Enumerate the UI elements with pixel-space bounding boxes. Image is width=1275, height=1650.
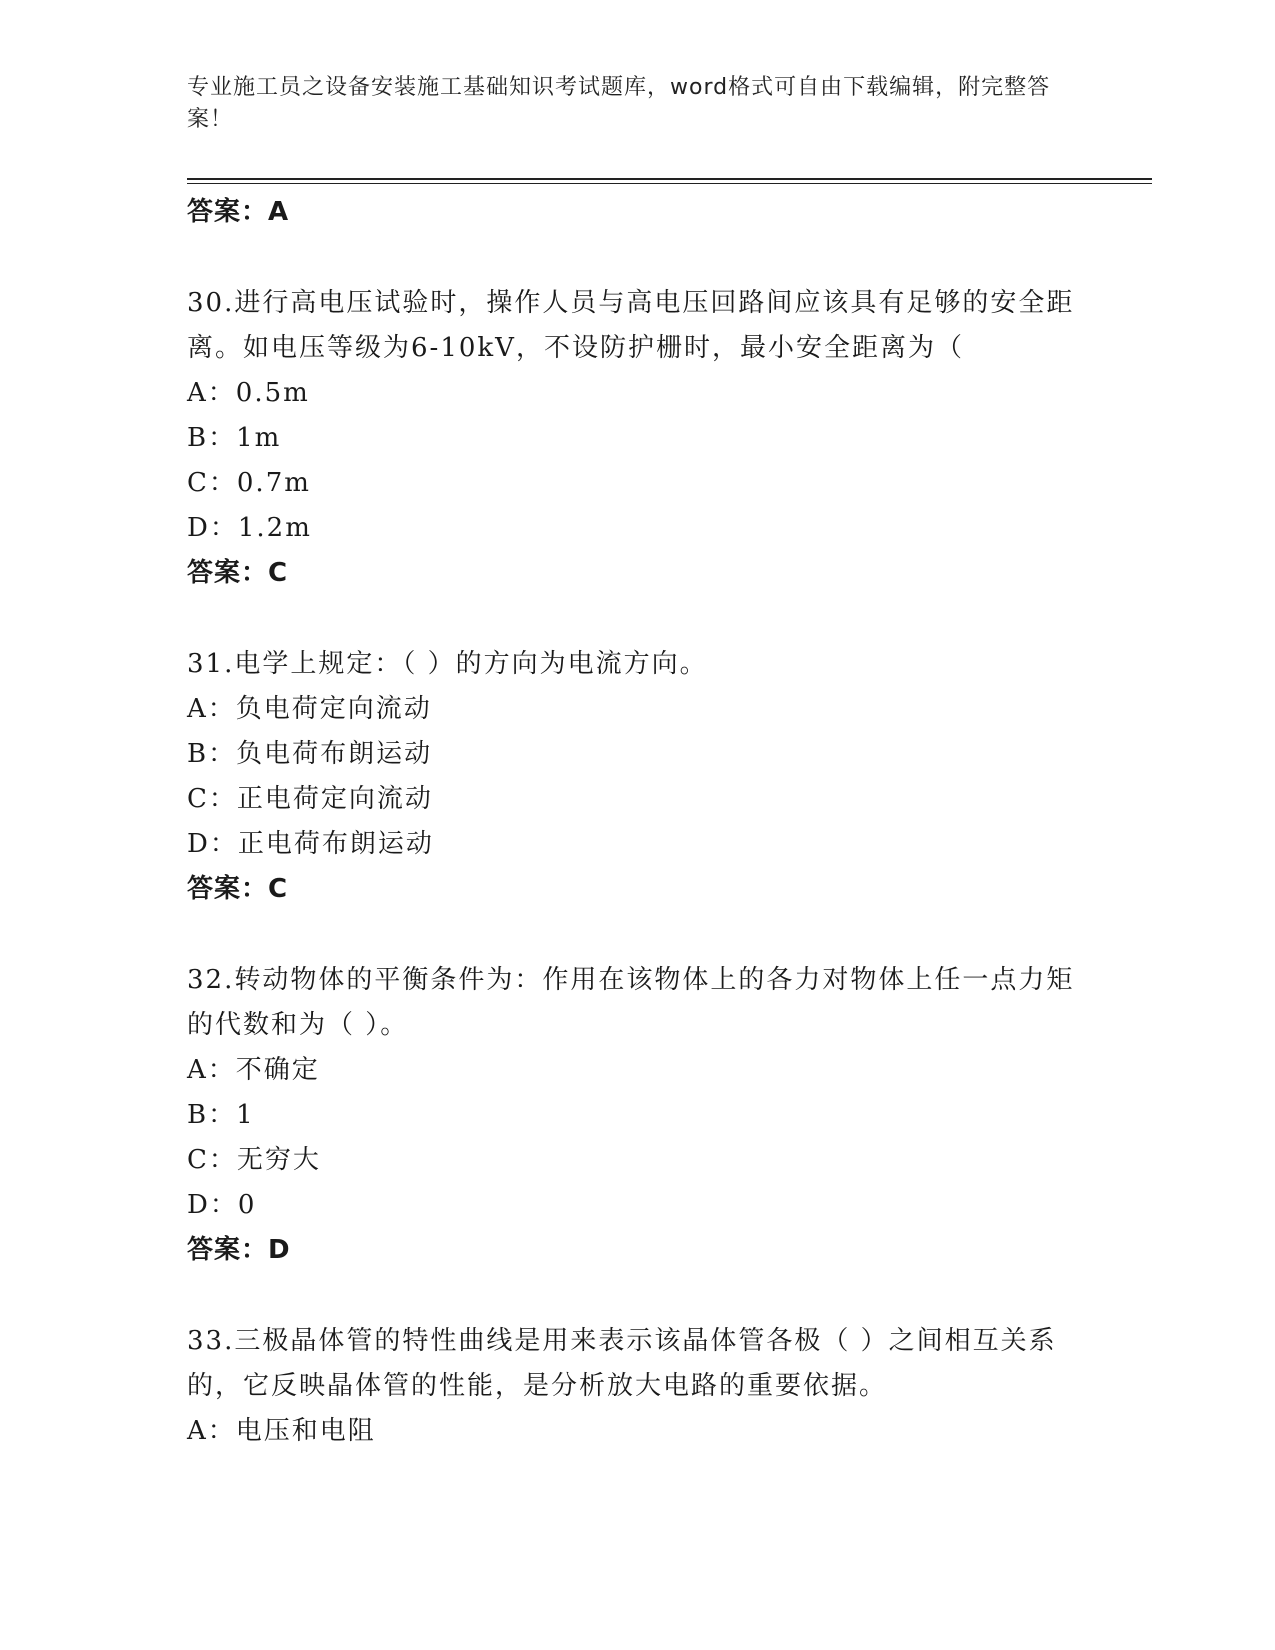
- question-33: [187, 1319, 1087, 1454]
- option-d: D：0: [187, 1190, 257, 1220]
- answer-line: 答案：C: [187, 558, 289, 588]
- option-c: C：0.7m: [187, 468, 311, 498]
- option-a: A：不确定: [187, 1055, 320, 1085]
- option-d: D：正电荷布朗运动: [187, 829, 434, 859]
- question-stem: 31.电学上规定：（ ）的方向为电流方向。: [187, 649, 708, 679]
- answer-line: 答案：C: [187, 874, 289, 904]
- question-stem: 32.转动物体的平衡条件为：作用在该物体上的各力对物体上任一点力矩的代数和为（ ）。: [187, 965, 1075, 1040]
- page-header: 专业施工员之设备安装施工基础知识考试题库，word格式可自由下载编辑，附完整答案！: [187, 75, 1051, 132]
- option-b: B：1m: [187, 423, 282, 453]
- question-stem: 30.进行高电压试验时，操作人员与高电压回路间应该具有足够的安全距离。如电压等级为6-10kV，不设防护栅时，最小安全距离为（: [187, 288, 1075, 363]
- question-32: [187, 958, 1087, 1273]
- option-a: A：负电荷定向流动: [187, 694, 432, 724]
- question-stem: 33.三极晶体管的特性曲线是用来表示该晶体管各极（ ）之间相互关系的，它反映晶体管的性能，是分析放大电路的重要依据。: [187, 1326, 1057, 1401]
- header-divider: [187, 178, 1152, 184]
- option-d: D：1.2m: [187, 513, 312, 543]
- option-c: C：无穷大: [187, 1145, 321, 1175]
- document-body: [187, 190, 1087, 1454]
- option-b: B：1: [187, 1100, 255, 1130]
- question-31: [187, 642, 1087, 912]
- option-a: A：0.5m: [187, 378, 310, 408]
- answer-line: 答案：A: [187, 197, 290, 227]
- answer-line: 答案：D: [187, 1235, 291, 1265]
- option-c: C：正电荷定向流动: [187, 784, 433, 814]
- option-b: B：负电荷布朗运动: [187, 739, 433, 769]
- option-a: A：电压和电阻: [187, 1416, 376, 1446]
- question-30: [187, 281, 1087, 596]
